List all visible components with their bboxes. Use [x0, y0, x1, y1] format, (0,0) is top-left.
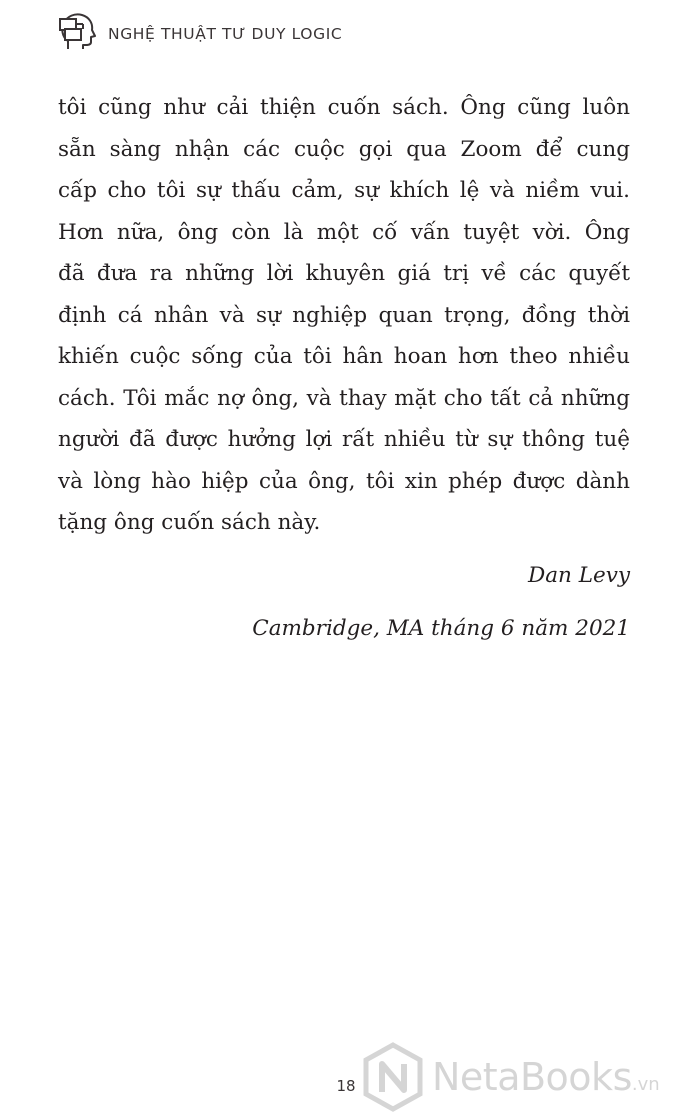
running-header	[56, 10, 342, 54]
body-line: định cá nhân và sự nghiệp quan trọng, đồng thời	[58, 302, 630, 328]
watermark-name: NetaBooks	[432, 1055, 632, 1099]
watermark	[362, 1042, 660, 1112]
head-profile-icon	[56, 11, 96, 53]
body-line: và lòng hào hiệp của ông, tôi xin phép được dành	[58, 468, 630, 494]
watermark-suffix: .vn	[631, 1074, 660, 1095]
body-line: cấp cho tôi sự thấu cảm, sự khích lệ và niềm vui.	[58, 178, 630, 203]
body-paragraph	[58, 87, 630, 544]
body-line: cách. Tôi mắc nợ ông, và thay mặt cho tất cả những	[58, 385, 630, 411]
body-line: tặng ông cuốn sách này.	[58, 510, 321, 535]
watermark-text	[432, 1055, 660, 1099]
body-line: đã đưa ra những lời khuyên giá trị về các quyết	[58, 261, 630, 286]
body-line: sẵn sàng nhận các cuộc gọi qua Zoom để cung	[58, 136, 630, 162]
body-line: tôi cũng như cải thiện cuốn sách. Ông cũng luôn	[58, 95, 630, 120]
body-line: Hơn nữa, ông còn là một cố vấn tuyệt vời. Ông	[58, 219, 630, 245]
book-title: NGHỆ THUẬT TƯ DUY LOGIC	[108, 25, 343, 43]
hexagon-n-icon	[362, 1042, 424, 1112]
place-date: Cambridge, MA tháng 6 năm 2021	[252, 616, 630, 641]
body-line: người đã được hưởng lợi rất nhiều từ sự thông tuệ	[58, 427, 630, 452]
body-line: khiến cuộc sống của tôi hân hoan hơn theo nhiều	[58, 344, 630, 369]
author-signature: Dan Levy	[527, 563, 630, 588]
page-number: 18	[336, 1077, 356, 1095]
